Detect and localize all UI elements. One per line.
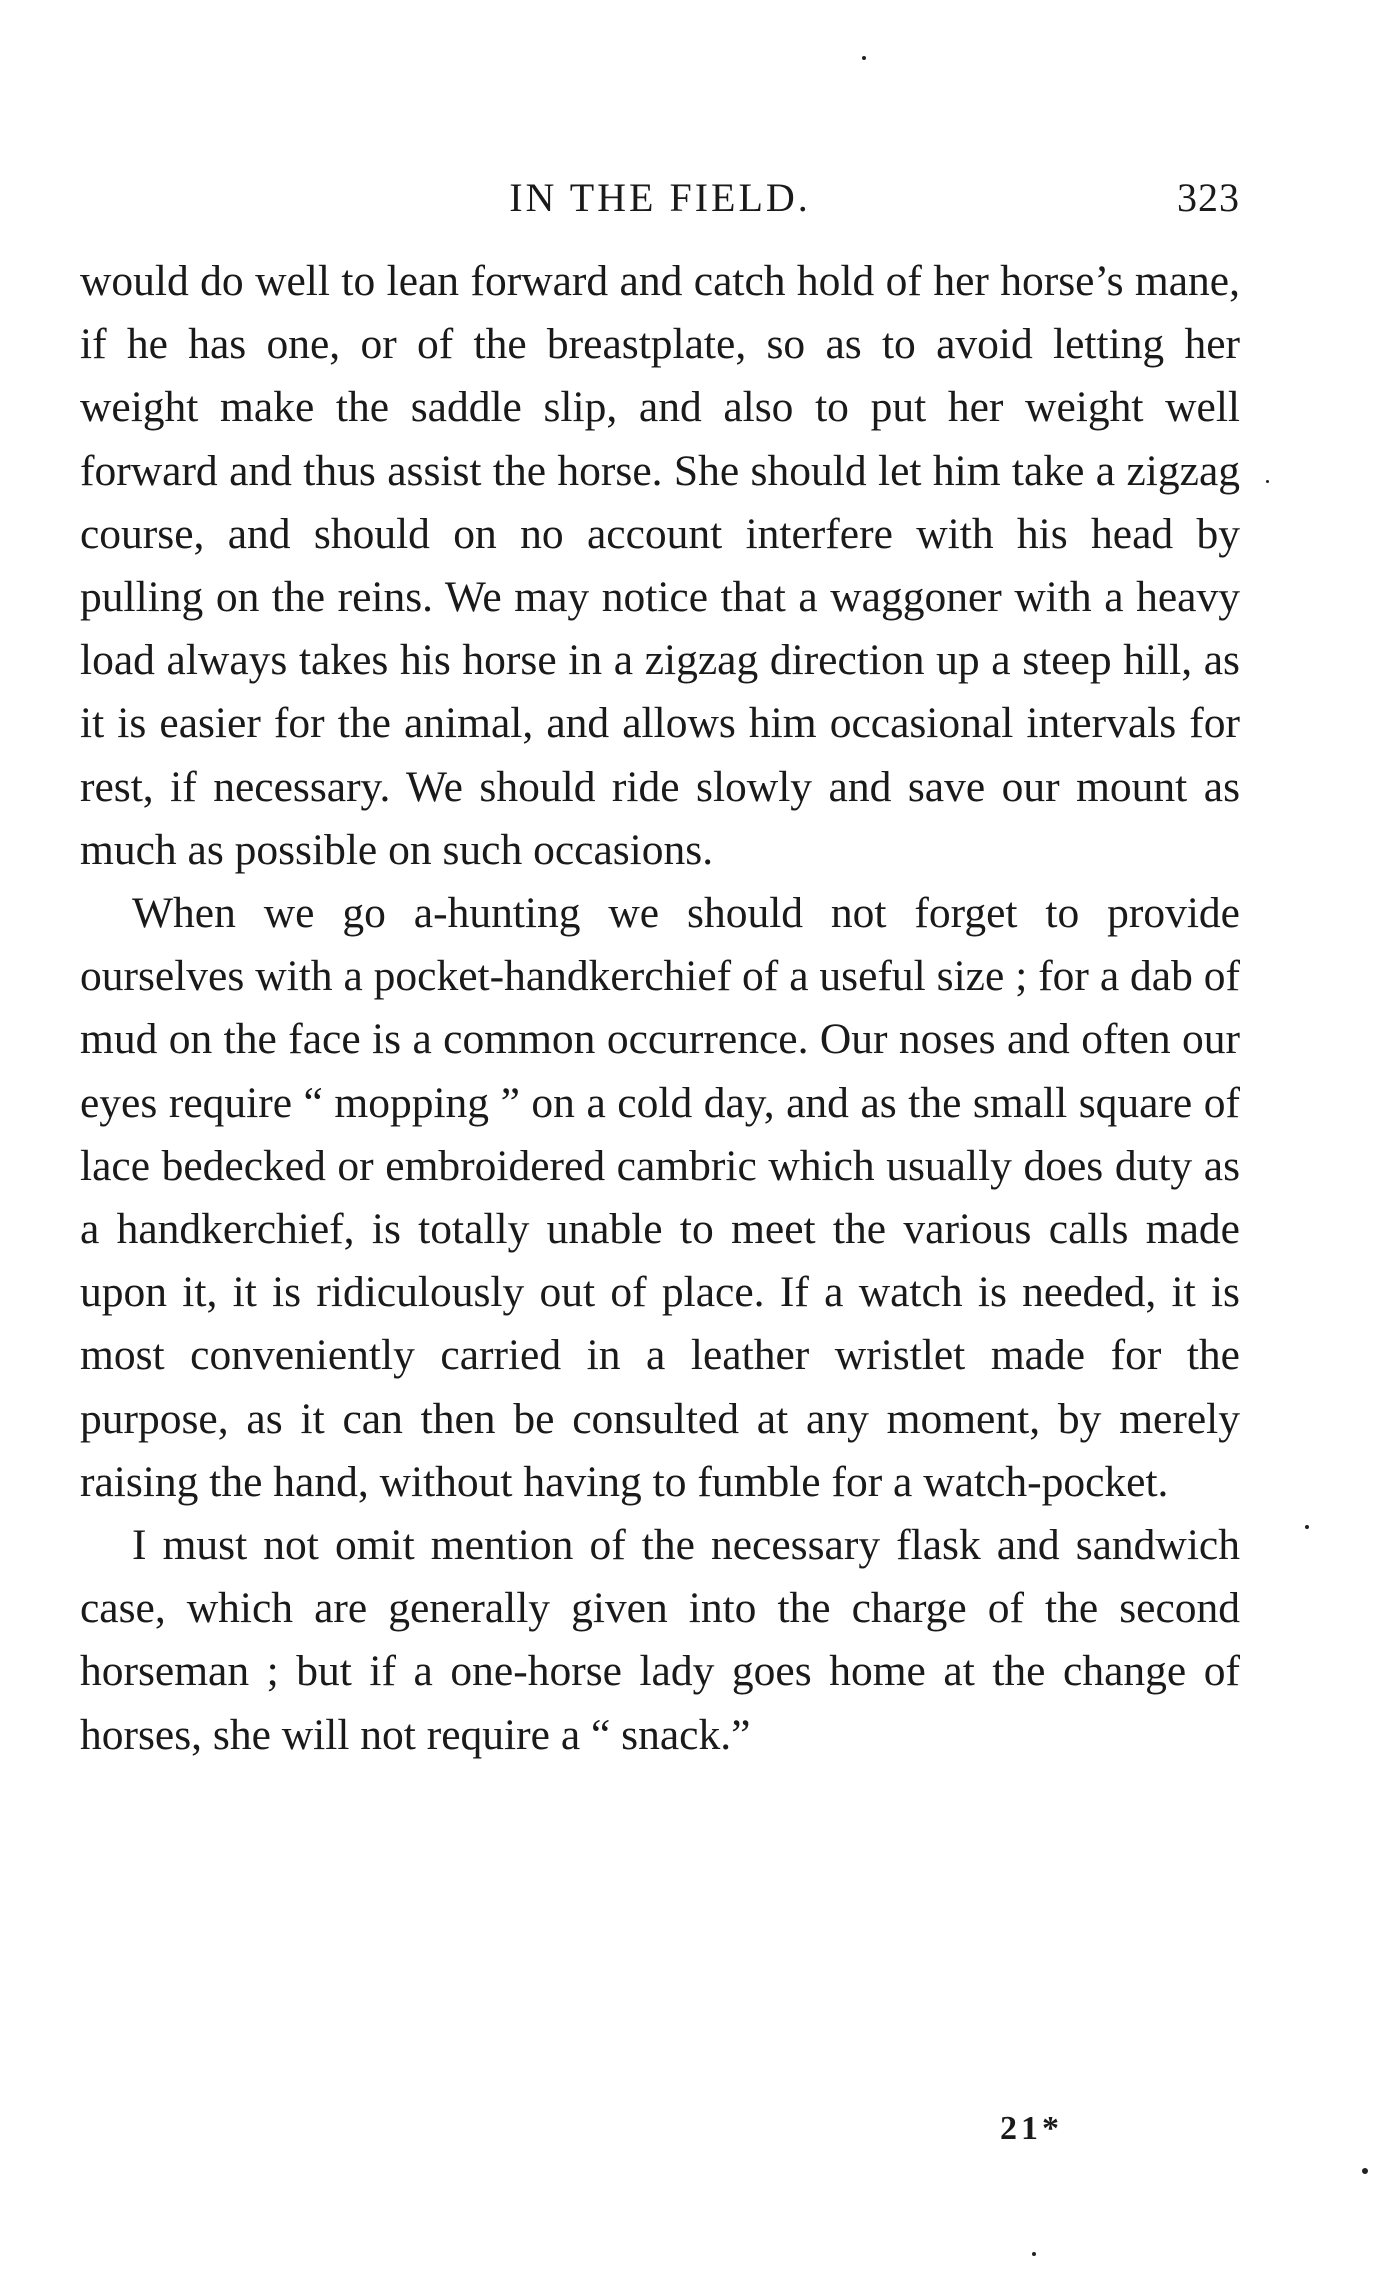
scan-speck-bottom — [1032, 2252, 1036, 2256]
scan-speck-right-2 — [1305, 1525, 1309, 1529]
page-number: 323 — [1177, 175, 1240, 220]
scan-speck-right-1 — [1266, 480, 1269, 483]
signature-mark: 21* — [1000, 2110, 1063, 2147]
paragraph-flask: I must not omit mention of the necessary flask and sandwich case, which are generally given into the charge of the second horseman ; but if a one-horse lady goes home at the change of horses, she will not require a “ snack.” — [80, 1521, 1240, 1759]
scan-speck-edge — [1362, 2168, 1368, 2174]
running-title: IN THE FIELD. — [509, 175, 811, 220]
paragraph-handkerchief: When we go a-hunting we should not forget to provide ourselves with a pocket-handkerchief of a useful size ; for a dab of mud on the face is a common occurrence. Our noses and often our eyes require “ mopping ” on a cold day, and as the small square of lace bedecked or embroidered cambric which usually does duty as a handkerchief, is totally unable to meet the various calls made upon it, it is ridiculously out of place. If a watch is needed, it is most conveniently carried in a leather wristlet made for the purpose, as it can then be consulted at any moment, by merely raising the hand, without having to fumble for a watch-pocket. — [80, 889, 1240, 1506]
running-head — [80, 168, 1240, 228]
paragraph-continued: would do well to lean forward and catch hold of her horse’s mane, if he has one, or of the breastplate, so as to avoid letting her weight make the saddle slip, and also to put her weight well forward and thus assist the horse. She should let him take a zigzag course, and should on no account interfere with his head by pulling on the reins. We may notice that a waggoner with a heavy load always takes his horse in a zigzag direction up a steep hill, as it is easier for the animal, and allows him occasional intervals for rest, if necessary. We should ride slowly and save our mount as much as possible on such occasions. — [80, 257, 1240, 874]
scan-speck-top — [862, 56, 866, 60]
body-text — [80, 250, 1240, 1767]
